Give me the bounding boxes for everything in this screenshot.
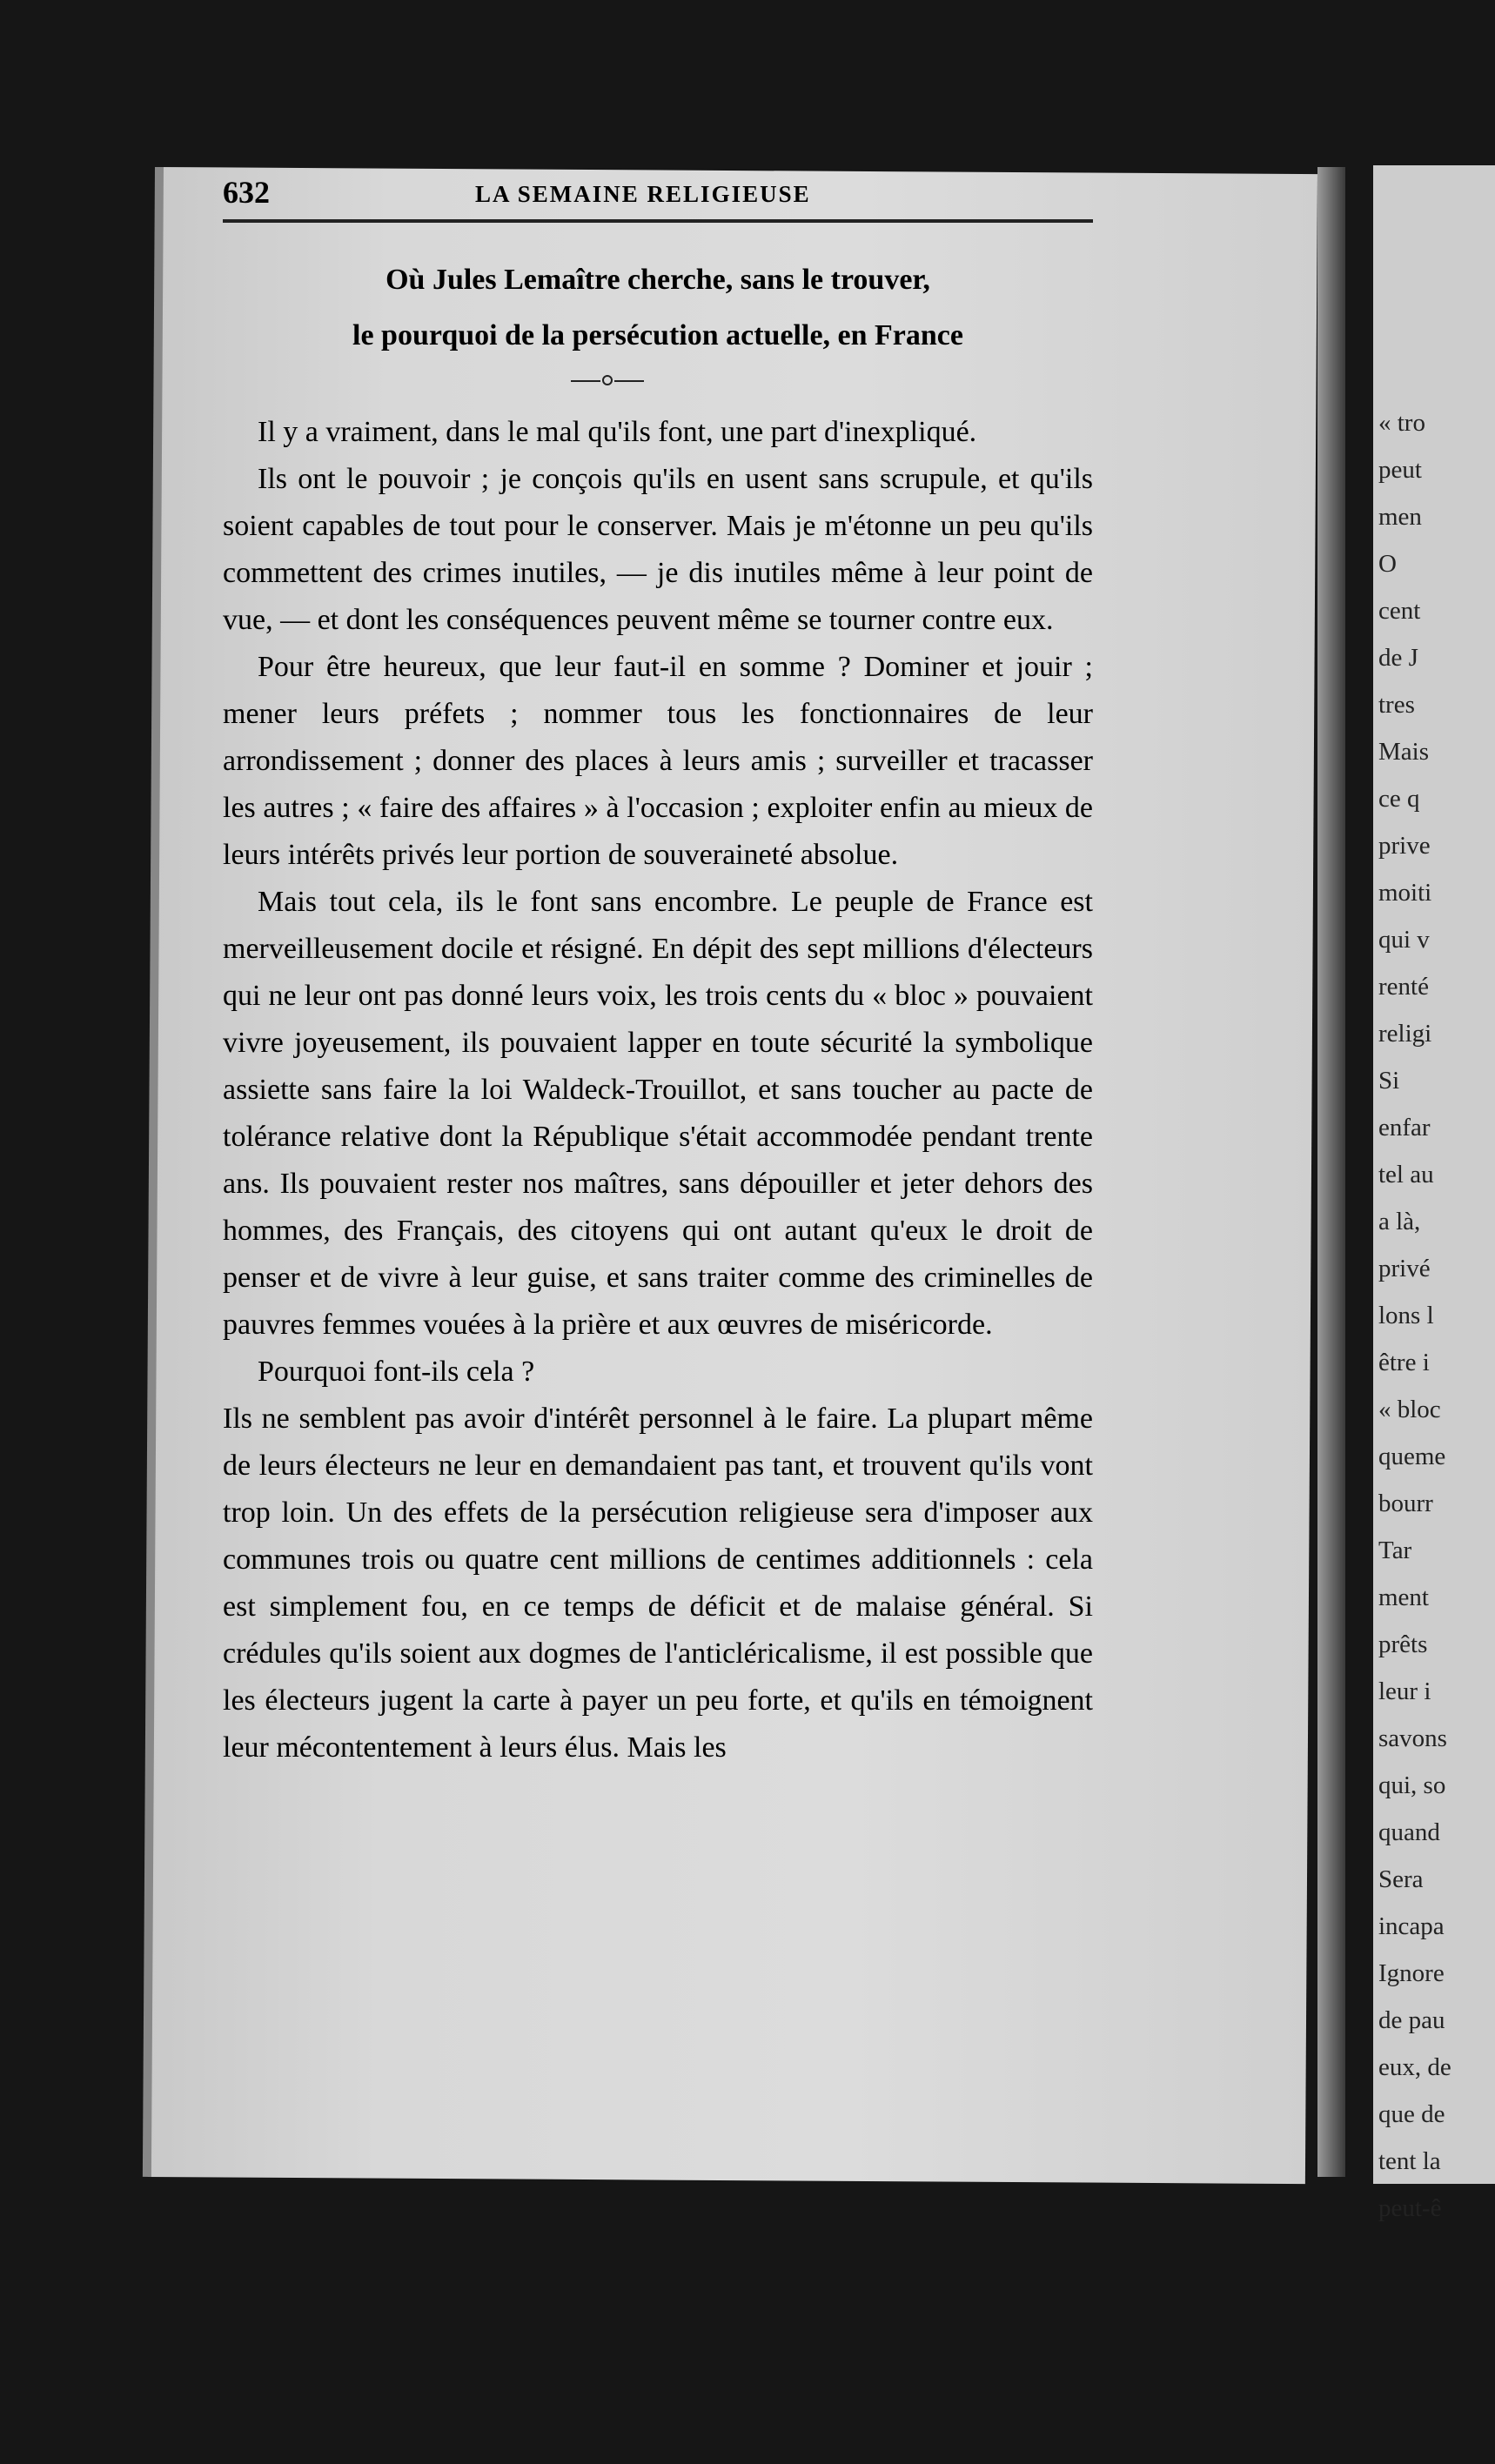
running-title: LA SEMAINE RELIGIEUSE [475,181,811,207]
next-page-line: bourr [1378,1490,1433,1517]
next-page-line: peut-ê [1378,2194,1442,2222]
next-page-line: tel au [1378,1161,1434,1188]
article-body [223,409,1093,1771]
next-page-line: eux, de [1378,2053,1451,2081]
ornament-line-right [614,380,644,382]
paragraph: Pourquoi font-ils cela ? [258,1356,535,1388]
next-page-line: ce q [1378,785,1420,813]
next-page-line: a là, [1378,1208,1421,1235]
next-page-line: renté [1378,973,1429,1001]
ornament-line-left [571,380,600,382]
next-page-line: O [1378,550,1397,578]
paragraph: Mais tout cela, ils le font sans encombre. Le peuple de France est merveilleusement docile et résigné. En dépit des sept millions d'électeurs qui ne leur ont pas donné leurs voix, les trois cents du « bloc » pouvaient vivre joyeusement, ils pouvaient lapper en toute sécurité la symbolique assiette sans faire la loi Waldeck-Trouillot, et sans toucher au pacte de tolérance relative dont la République s'était accommodée pendant trente ans. Ils pouvaient rester nos maîtres, sans dépouiller et jeter dehors des hommes, des Français, des citoyens qui ont autant qu'eux le droit de penser et de vivre à leur guise, et sans traiter comme des criminelles de pauvres femmes vouées à la prière et aux œuvres de miséricorde. [223,886,1093,1341]
next-page-line: Ignore [1378,1959,1445,1987]
title-line-2: le pourquoi de la persécution actuelle, en France [352,319,963,352]
next-page-line: « bloc [1378,1396,1441,1423]
next-page-line: de pau [1378,2006,1445,2034]
paragraph: Ils ne semblent pas avoir d'intérêt personnel à le faire. La plupart même de leurs électeurs ne leur en demandaient pas tant, et trouvent qu'ils vont trop loin. Un des effets de la persécution religieuse sera d'imposer aux communes trois ou quatre cent millions de centimes additionnels : cela est simplement fou, en ce temps de déficit et de malaise général. Si crédules qu'ils soient aux dogmes de l'anticléricalisme, il est possible que les électeurs jugent la carte à payer un peu forte, et qu'ils en témoignent leur mécontentement à leurs élus. Mais les [223,1403,1093,1764]
next-page-line: peut [1378,456,1422,484]
next-page-line: cent [1378,597,1421,625]
next-page-line: quand [1378,1818,1440,1846]
next-page-line: privé [1378,1255,1431,1282]
next-page-line: savons [1378,1724,1447,1752]
next-page-line: de J [1378,644,1418,672]
next-page-line: être i [1378,1349,1430,1376]
page-number: 632 [223,175,270,210]
paragraph: Pour être heureux, que leur faut-il en somme ? Dominer et jouir ; mener leurs préfets ; nommer tous les fonctionnaires de leur arrondissement ; donner des places à leurs amis ; surveiller et tracasser les autres ; « faire des affaires » à l'occasion ; exploiter enfin au mieux de leurs intérêts privés leur portion de souveraineté absolue. [223,651,1093,871]
title-line-1: Où Jules Lemaître cherche, sans le trouver, [385,264,930,296]
next-page-line: Sera [1378,1865,1424,1893]
next-page-line: lons l [1378,1302,1434,1329]
article-title [223,252,1093,364]
page-gutter [1317,167,1345,2177]
running-head [223,174,1093,216]
next-page-line: Tar [1378,1537,1412,1564]
next-page-line: men [1378,503,1422,531]
next-page-line: queme [1378,1443,1446,1470]
ornament-divider [571,372,644,390]
next-page-line: enfar [1378,1114,1431,1142]
next-page-line: qui, so [1378,1771,1446,1799]
next-page-line: Si [1378,1067,1400,1095]
next-page-line: prive [1378,832,1431,860]
next-page-line: qui v [1378,926,1430,954]
next-page-line: incapa [1378,1912,1445,1940]
next-page-line: « tro [1378,409,1425,437]
next-page-fragment [1373,165,1495,2222]
ornament-circle [602,375,613,385]
next-page-line: leur i [1378,1677,1431,1705]
next-page-line: tent la [1378,2147,1441,2175]
next-page-line: prêts [1378,1630,1428,1658]
next-page-line: moiti [1378,879,1432,907]
next-page-line: religi [1378,1020,1432,1048]
next-page-line: que de [1378,2100,1445,2128]
next-page-line: ment [1378,1584,1429,1611]
header-rule [223,219,1093,223]
paragraph: Il y a vraiment, dans le mal qu'ils font, une part d'inexpliqué. [258,416,977,448]
paragraph: Ils ont le pouvoir ; je conçois qu'ils en usent sans scrupule, et qu'ils soient capables de tout pour le conserver. Mais je m'étonne un peu qu'ils commettent des crimes inutiles, — je dis inutiles même à leur point de vue, — et dont les conséquences peuvent même se tourner contre eux. [223,463,1093,636]
next-page-line: tres [1378,691,1415,719]
next-page-line: Mais [1378,738,1429,766]
